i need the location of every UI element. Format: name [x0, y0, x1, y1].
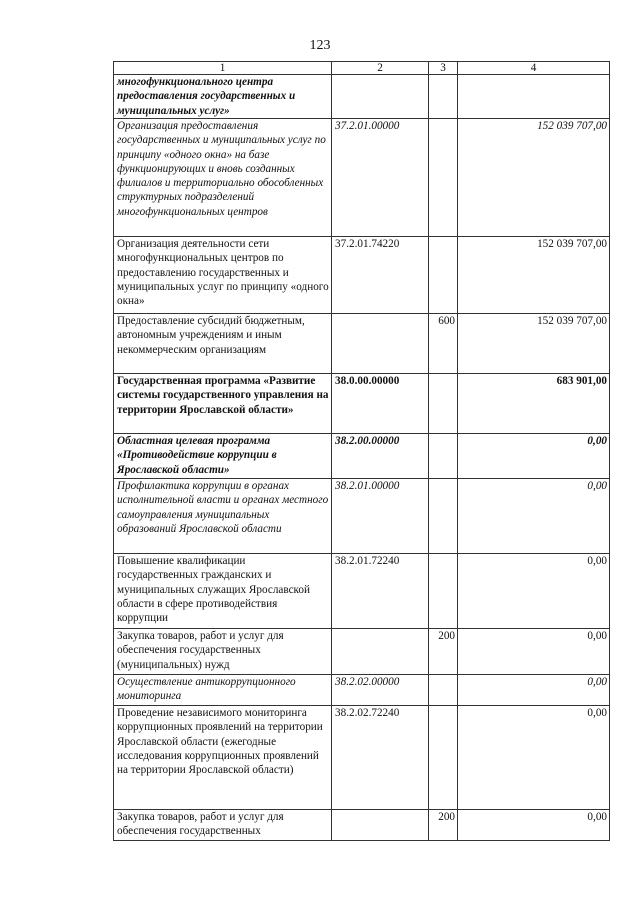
- table-row: [114, 75, 610, 119]
- row-name: Повышение квалификации государственных гражданских и муниципальных служащих Ярославской области в сфере противодействия коррупции: [114, 554, 332, 629]
- row-name: Закупка товаров, работ и услуг для обеспечения государственных: [114, 810, 332, 841]
- row-type: [429, 706, 458, 810]
- table-row: [114, 479, 610, 554]
- row-amount: 152 039 707,00: [458, 314, 610, 374]
- row-amount: 0,00: [458, 434, 610, 479]
- row-name: Профилактика коррупции в органах исполнительной власти и органах местного самоуправления муниципальных образований Ярославской области: [114, 479, 332, 554]
- table-header-row: [114, 62, 610, 75]
- table-row: [114, 706, 610, 810]
- table-row: [114, 374, 610, 434]
- row-name: Закупка товаров, работ и услуг для обеспечения государственных (муниципальных) нужд: [114, 629, 332, 675]
- row-name: Государственная программа «Развитие системы государственного управления на территории Ярославской области»: [114, 374, 332, 434]
- row-code: [332, 810, 429, 841]
- column-header-3: 3: [429, 62, 458, 75]
- row-name: многофункционального центра предоставления государственных и муниципальных услуг»: [114, 75, 332, 119]
- row-amount: 0,00: [458, 554, 610, 629]
- table-row: [114, 314, 610, 374]
- row-type: [429, 434, 458, 479]
- row-type: [429, 554, 458, 629]
- budget-table: [113, 61, 610, 841]
- row-type: 200: [429, 810, 458, 841]
- table-row: [114, 629, 610, 675]
- row-name: Организация предоставления государственных и муниципальных услуг по принципу «одного окна» на базе функционирующих и вновь созданных филиалов и территориально обособленных структурных подразделений многофункциональных центров: [114, 119, 332, 237]
- row-amount: 152 039 707,00: [458, 237, 610, 314]
- row-name: Предоставление субсидий бюджетным, автономным учреждениям и иным некоммерческим организациям: [114, 314, 332, 374]
- row-code: 38.2.00.00000: [332, 434, 429, 479]
- table-row: [114, 554, 610, 629]
- row-type: 200: [429, 629, 458, 675]
- page-number: 123: [309, 38, 331, 53]
- row-code: 37.2.01.00000: [332, 119, 429, 237]
- row-type: [429, 479, 458, 554]
- row-type: [429, 75, 458, 119]
- row-name: Осуществление антикоррупционного мониторинга: [114, 675, 332, 706]
- row-amount: 0,00: [458, 675, 610, 706]
- row-amount: 0,00: [458, 479, 610, 554]
- row-amount: 0,00: [458, 706, 610, 810]
- table-row: [114, 119, 610, 237]
- row-code: 38.2.01.72240: [332, 554, 429, 629]
- row-type: [429, 237, 458, 314]
- row-code: [332, 314, 429, 374]
- row-type: [429, 119, 458, 237]
- row-amount: 683 901,00: [458, 374, 610, 434]
- table-row: [114, 810, 610, 841]
- row-type: [429, 675, 458, 706]
- row-code: [332, 75, 429, 119]
- row-name: Организация деятельности сети многофункциональных центров по предоставлению государственных и муниципальных услуг по принципу «одного окна»: [114, 237, 332, 314]
- row-name: Областная целевая программа «Противодействие коррупции в Ярославской области»: [114, 434, 332, 479]
- table-row: [114, 434, 610, 479]
- table-row: [114, 675, 610, 706]
- table-row: [114, 237, 610, 314]
- row-type: 600: [429, 314, 458, 374]
- row-amount: 0,00: [458, 629, 610, 675]
- row-code: [332, 629, 429, 675]
- row-code: 38.0.00.00000: [332, 374, 429, 434]
- row-amount: 0,00: [458, 810, 610, 841]
- column-header-2: 2: [332, 62, 429, 75]
- row-code: 37.2.01.74220: [332, 237, 429, 314]
- row-name: Проведение независимого мониторинга коррупционных проявлений на территории Ярославской области (ежегодные исследования коррупционных проявлений на территории Ярославской области): [114, 706, 332, 810]
- row-code: 38.2.02.00000: [332, 675, 429, 706]
- row-code: 38.2.02.72240: [332, 706, 429, 810]
- row-amount: 152 039 707,00: [458, 119, 610, 237]
- row-code: 38.2.01.00000: [332, 479, 429, 554]
- column-header-1: 1: [114, 62, 332, 75]
- row-type: [429, 374, 458, 434]
- column-header-4: 4: [458, 62, 610, 75]
- row-amount: [458, 75, 610, 119]
